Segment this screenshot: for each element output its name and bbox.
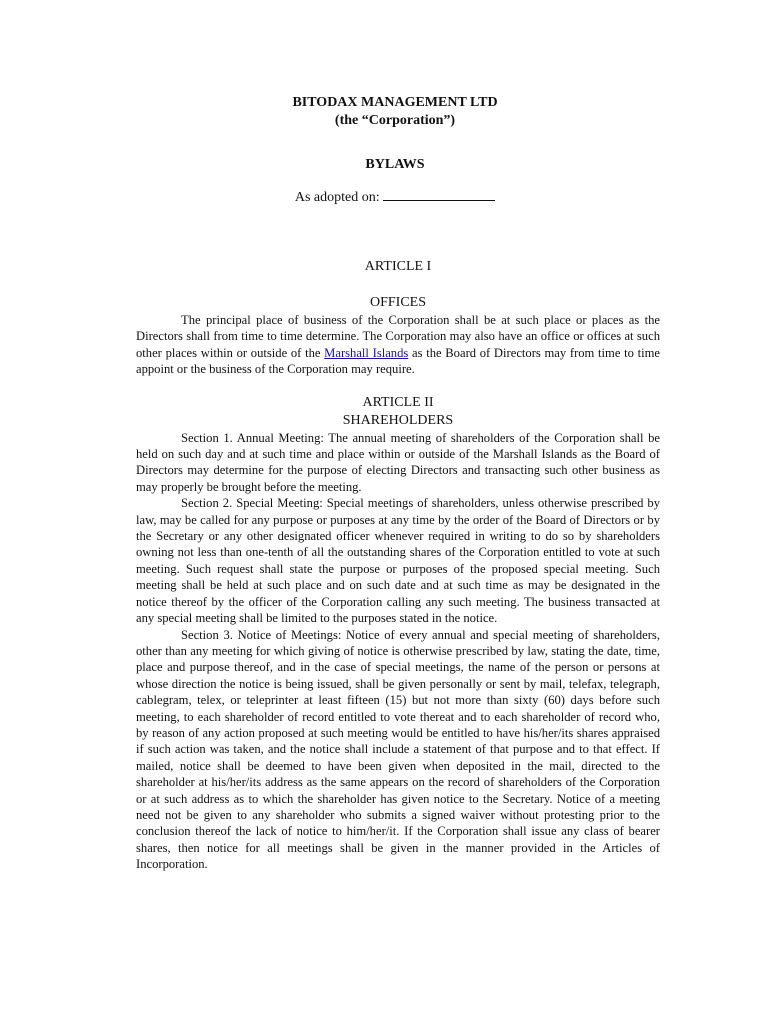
adopted-on-label: As adopted on: <box>294 190 380 205</box>
offices-paragraph <box>136 312 660 378</box>
article-1-heading: OFFICES <box>369 295 427 310</box>
section-1-annual-meeting: Section 1. Annual Meeting: The annual meeting of shareholders of the Corporation shall be held on such day and at such time and place within or outside of the Marshall Islands as the Board of Directors may determine for the purpose of electing Directors and transacting such other business as may properly be brought before the meeting. <box>136 430 660 494</box>
offices-text-before-link: The principal place of business of the Corporation shall be at such place or places as the Directors shall from time to time determine. The Corporation may also have an office or offices at such other places within or outside of the <box>136 313 660 360</box>
article-2-heading: SHAREHOLDERS <box>342 412 454 428</box>
document-title: BYLAWS <box>365 157 425 172</box>
section-2-special-meeting: Section 2. Special Meeting: Special meetings of shareholders, unless otherwise prescribed by law, may be called for any purpose or purposes at any time by the order of the Board of Directors or by the Secretary or any other designated officer whenever required in writing to do so by shareholders owning not less than one-tenth of all the outstanding shares of the Corporation entitled to vote at such meeting. Such request shall state the purpose or purposes of the proposed special meeting. Such meeting shall be held at such place and on such date and at such time as may be designated in the notice thereof by the officer of the Corporation calling any such meeting. The business transacted at any special meeting shall be limited to the purposes stated in the notice. <box>136 496 660 626</box>
section-3-notice-of-meetings: Section 3. Notice of Meetings: Notice of every annual and special meeting of shareholders, other than any meeting for which giving of notice is otherwise prescribed by law, stating the date, time, place and purpose thereof, and in the case of special meetings, the name of the person or persons at whose direction the notice is being issued, shall be given personally or sent by mail, telefax, telegraph, cablegram, telex, or teleprinter at least fifteen (15) but not more than sixty (60) days before such meeting, to each shareholder of record entitled to vote thereat and to each shareholder of record who, by reason of any action proposed at such meeting would be entitled to have his/her/its shares appraised if such action was taken, and the notice shall include a statement of that purpose and to that effect. If mailed, notice shall be deemed to have been given when deposited in the mail, directed to the shareholder at his/her/its address as the same appears on the record of shareholders of the Corporation or at such address as to which the shareholder has given notice to the Secretary. Notice of a meeting need not be given to any shareholder who submits a signed waiver without protesting prior to the conclusion thereof the lack of notice to him/her/it. If the Corporation shall issue any class of bearer shares, then notice for all meetings shall be given in the manner provided in the Articles of Incorporation. <box>136 627 660 872</box>
article-1-number: ARTICLE I <box>364 259 432 274</box>
marshall-islands-link[interactable]: Marshall Islands <box>324 345 409 360</box>
adopted-date-blank <box>383 190 495 201</box>
article-2-number: ARTICLE II <box>362 394 434 410</box>
adopted-on-line <box>130 190 660 206</box>
offices-text-after-link: as the Board of Directors may from time to time appoint or the business of the Corporation may require. <box>136 345 661 377</box>
company-name: BITODAX MANAGEMENT LTD <box>292 95 498 110</box>
title-block <box>130 94 660 206</box>
corporation-alias: (the “Corporation”) <box>334 113 456 128</box>
